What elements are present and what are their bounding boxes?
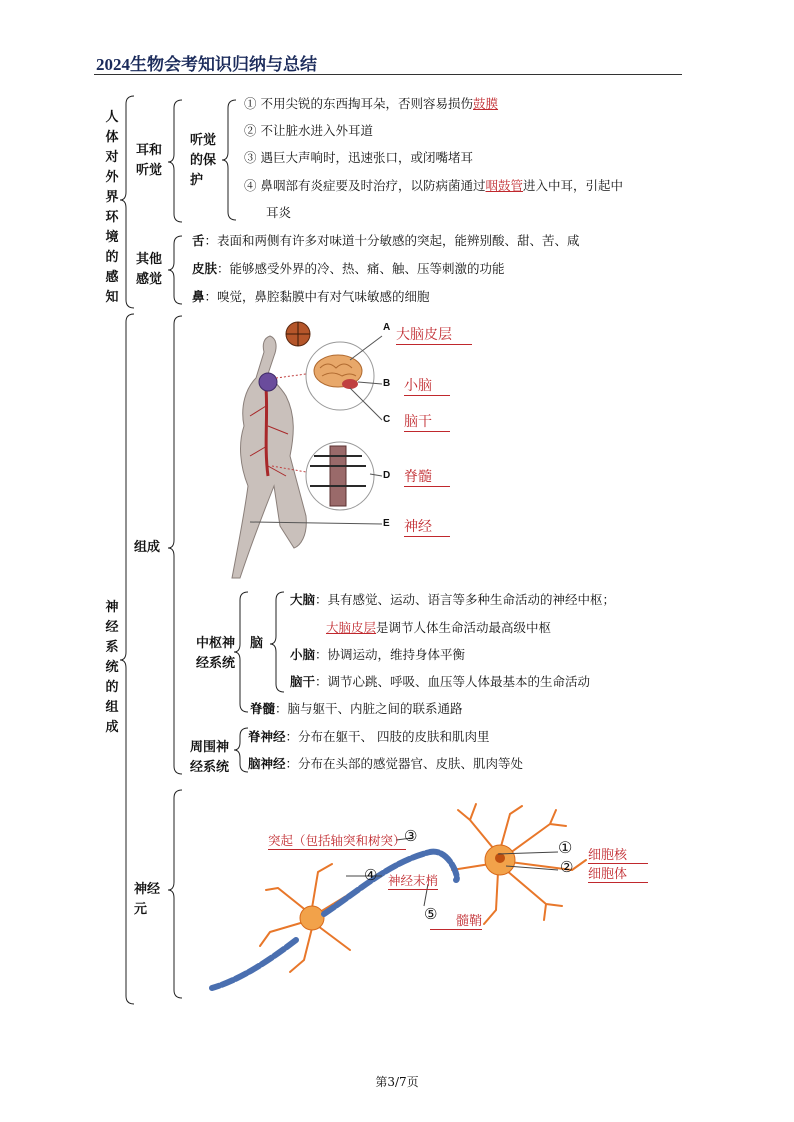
- spinal-cord-row: 脊髓：脑与躯干、内脏之间的联系通路: [250, 701, 463, 716]
- sense-skin: 皮肤：能够感受外界的冷、热、痛、触、压等刺激的功能: [192, 261, 505, 276]
- spinal-nerve-row: 脊神经：分布在躯干、 四肢的皮肤和肌肉里: [248, 729, 490, 744]
- fig-label-spinal-cord: 脊髓: [404, 466, 450, 487]
- cerebellum-row: 小脑：协调运动，维持身体平衡: [290, 647, 466, 662]
- other-senses-label: 其他 感觉: [136, 252, 163, 287]
- hearing-protection-label: 听觉 的保 护: [190, 133, 217, 188]
- fig-letter-c: C: [383, 414, 391, 425]
- ear-item-2: ② 不让脏水进入外耳道: [244, 123, 374, 138]
- fig-label-cerebral-cortex: 大脑皮层: [396, 324, 472, 345]
- section1-title: 人 体 对 外 界 环 境 的 感 知: [105, 110, 119, 305]
- fig-letter-b: B: [383, 378, 391, 389]
- peripheral-ns-label: 周围神 经系统: [190, 740, 230, 775]
- neuron-num-5: ⑤: [424, 905, 438, 923]
- nervous-system-figure: [210, 316, 510, 586]
- neuron-label-nerve-ending: 神经末梢: [388, 873, 439, 888]
- fig-letter-a: A: [383, 322, 391, 333]
- neuron-figure: [200, 800, 660, 1000]
- neuron-num-2: ②: [560, 858, 574, 876]
- sense-nose: 鼻：嗅觉，鼻腔黏膜中有对气味敏感的细胞: [192, 289, 430, 304]
- neuron-num-1: ①: [558, 838, 573, 857]
- fig-label-cerebellum: 小脑: [404, 375, 450, 396]
- section2-title: 神 经 系 统 的 组 成: [105, 600, 119, 735]
- brain-label: 脑: [250, 636, 264, 651]
- fig-label-brainstem: 脑干: [404, 411, 450, 432]
- ear-label: 耳和 听觉: [136, 143, 163, 178]
- fig-label-nerve: 神经: [404, 516, 450, 537]
- ear-item-4: ④ 鼻咽部有炎症要及时治疗，以防病菌通过咽鼓管进入中耳，引起中: [244, 178, 624, 193]
- neuron-label: 神经 元: [134, 882, 161, 917]
- neuron-label-myelin: 髓鞘: [430, 910, 482, 930]
- fig-letter-d: D: [383, 470, 391, 481]
- neuron-label-cell-body: 细胞体: [588, 863, 648, 883]
- neuron-label-process: 突起（包括轴突和树突）: [268, 833, 406, 848]
- fig-letter-e: E: [383, 518, 390, 529]
- cranial-nerve-row: 脑神经：分布在头部的感觉器官、皮肤、肌肉等处: [248, 756, 524, 771]
- page-number: 第3/7页: [375, 1075, 419, 1089]
- page-title: 2024生物会考知识归纳与总结: [96, 55, 317, 74]
- composition-label: 组成: [134, 540, 161, 555]
- neuron-num-3: ③: [404, 827, 418, 845]
- neuron-num-4: ④: [364, 866, 378, 884]
- neuron-label-nucleus: 细胞核: [588, 844, 648, 864]
- brainstem-row: 脑干：调节心跳、呼吸、血压等人体最基本的生命活动: [290, 674, 591, 689]
- cerebrum-row: 大脑：具有感觉、运动、语言等多种生命活动的神经中枢；: [290, 592, 616, 607]
- central-ns-label: 中枢神 经系统: [196, 636, 236, 671]
- sense-tongue: 舌：表面和两侧有许多对味道十分敏感的突起，能辨别酸、甜、苦、咸: [192, 233, 580, 248]
- ear-item-1: ① 不用尖锐的东西掏耳朵，否则容易损伤鼓膜: [244, 96, 499, 111]
- cortex-row: 大脑皮层是调节人体生命活动最高级中枢: [326, 620, 552, 635]
- ear-item-4-cont: 耳炎: [266, 205, 292, 220]
- ear-item-3: ③ 遇巨大声响时，迅速张口，或闭嘴堵耳: [244, 150, 474, 165]
